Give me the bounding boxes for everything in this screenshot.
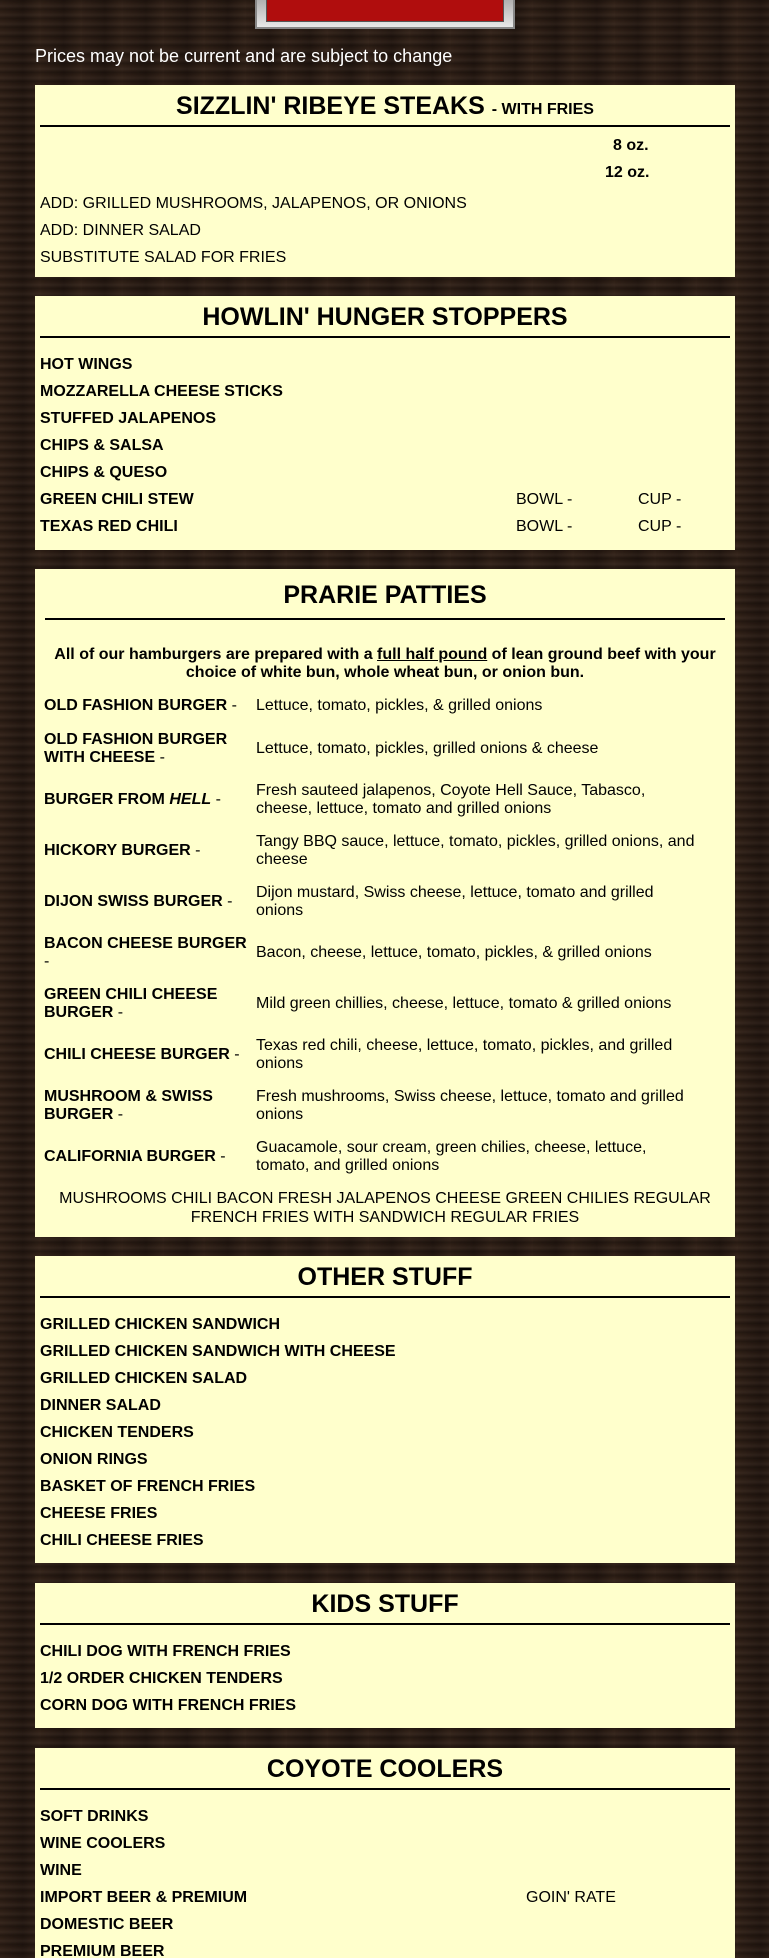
burger-item: OLD FASHION BURGER WITH CHEESE - Lettuce, tomato, pickles, grilled onions & cheese xyxy=(44,730,599,766)
other-panel xyxy=(35,1256,735,1563)
list-item: CHILI CHEESE FRIES xyxy=(40,1532,204,1549)
list-item: MOZZARELLA CHEESE STICKS xyxy=(40,383,283,400)
other-title: OTHER STUFF xyxy=(40,1256,730,1298)
list-item: CHIPS & QUESO xyxy=(40,464,168,481)
list-item: CHICKEN TENDERS xyxy=(40,1424,194,1441)
list-item: CHEESE FRIES xyxy=(40,1505,158,1522)
burger-extras: MUSHROOMS CHILI BACON FRESH JALAPENOS CHEESE GREEN CHILIES REGULAR FRENCH FRIES WITH SANDWICH REGULAR FRIES xyxy=(59,1190,711,1226)
size-8oz: 8 oz. xyxy=(613,137,649,154)
patties-panel xyxy=(35,569,735,1237)
list-item: STUFFED JALAPENOS xyxy=(40,410,217,427)
burger-intro: All of our hamburgers are prepared with a full half pound of lean ground beef with your choice of white bun, whole wheat bun, or onion bun. xyxy=(54,646,716,681)
list-item: CHILI DOG WITH FRENCH FRIES xyxy=(40,1643,291,1660)
burger-item: CHILI CHEESE BURGER - Texas red chili, cheese, lettuce, tomato, pickles, and grilled onions xyxy=(44,1036,673,1072)
coolers-title: COYOTE COOLERS xyxy=(40,1748,730,1790)
list-item: CORN DOG WITH FRENCH FRIES xyxy=(40,1697,296,1714)
burger-item: OLD FASHION BURGER - Lettuce, tomato, pickles, & grilled onions xyxy=(44,697,543,714)
list-item: SOFT DRINKS xyxy=(40,1808,149,1825)
list-item: WINE COOLERS xyxy=(40,1835,166,1852)
list-item: SUBSTITUTE SALAD FOR FRIES xyxy=(40,249,287,266)
list-item: TEXAS RED CHILI BOWL - CUP - xyxy=(40,518,682,535)
list-item: GREEN CHILI STEW BOWL - CUP - xyxy=(40,491,682,508)
burger-item: BACON CHEESE BURGER - Bacon, cheese, lettuce, tomato, pickles, & grilled onions xyxy=(44,934,652,970)
list-item: ADD: DINNER SALAD xyxy=(40,222,201,239)
price-notice: Prices may not be current and are subject to change xyxy=(35,46,453,66)
list-item: GRILLED CHICKEN SANDWICH xyxy=(40,1316,280,1333)
coolers-panel xyxy=(35,1748,735,1958)
steaks-title: SIZZLIN' RIBEYE STEAKS - WITH FRIES xyxy=(40,85,730,127)
burger-item: CALIFORNIA BURGER - Guacamole, sour cream, green chilies, cheese, lettuce, tomato, and grilled onions xyxy=(44,1138,647,1174)
list-item: DOMESTIC BEER xyxy=(40,1916,174,1933)
list-item: ONION RINGS xyxy=(40,1451,148,1468)
list-item: GRILLED CHICKEN SALAD xyxy=(40,1370,248,1387)
goin-rate: GOIN' RATE xyxy=(526,1889,616,1906)
list-item: DINNER SALAD xyxy=(40,1397,161,1414)
burger-item: HICKORY BURGER - Tangy BBQ sauce, lettuce, tomato, pickles, grilled onions, and cheese xyxy=(44,832,695,868)
patties-title: PRARIE PATTIES xyxy=(45,569,725,620)
steaks-panel xyxy=(35,85,735,277)
list-item: IMPORT BEER & PREMIUM GOIN' RATE xyxy=(40,1884,730,1911)
list-item: CHIPS & SALSA xyxy=(40,437,164,454)
hunger-title: HOWLIN' HUNGER STOPPERS xyxy=(40,296,730,338)
list-item: ADD: GRILLED MUSHROOMS, JALAPENOS, OR ONIONS xyxy=(40,195,467,212)
list-item: HOT WINGS xyxy=(40,356,133,373)
kids-title: KIDS STUFF xyxy=(40,1583,730,1625)
burger-item: MUSHROOM & SWISS BURGER - Fresh mushrooms, Swiss cheese, lettuce, tomato and grilled onions xyxy=(44,1087,684,1123)
list-item: GRILLED CHICKEN SANDWICH WITH CHEESE xyxy=(40,1343,396,1360)
list-item: BASKET OF FRENCH FRIES xyxy=(40,1478,256,1495)
hunger-panel xyxy=(35,296,735,550)
kids-panel xyxy=(35,1583,735,1728)
burger-item: BURGER FROM HELL - Fresh sauteed jalapenos, Coyote Hell Sauce, Tabasco, cheese, lettuce, tomato and grilled onions xyxy=(44,781,646,817)
restaurant-sign xyxy=(255,0,515,29)
size-12oz: 12 oz. xyxy=(605,164,650,181)
burger-item: GREEN CHILI CHEESE BURGER - Mild green chillies, cheese, lettuce, tomato & grilled onions xyxy=(44,985,672,1021)
burger-item: DIJON SWISS BURGER - Dijon mustard, Swiss cheese, lettuce, tomato and grilled onions xyxy=(44,883,654,919)
list-item: WINE xyxy=(40,1862,82,1879)
list-item: PREMIUM BEER xyxy=(40,1943,165,1958)
list-item: 1/2 ORDER CHICKEN TENDERS xyxy=(40,1670,283,1687)
